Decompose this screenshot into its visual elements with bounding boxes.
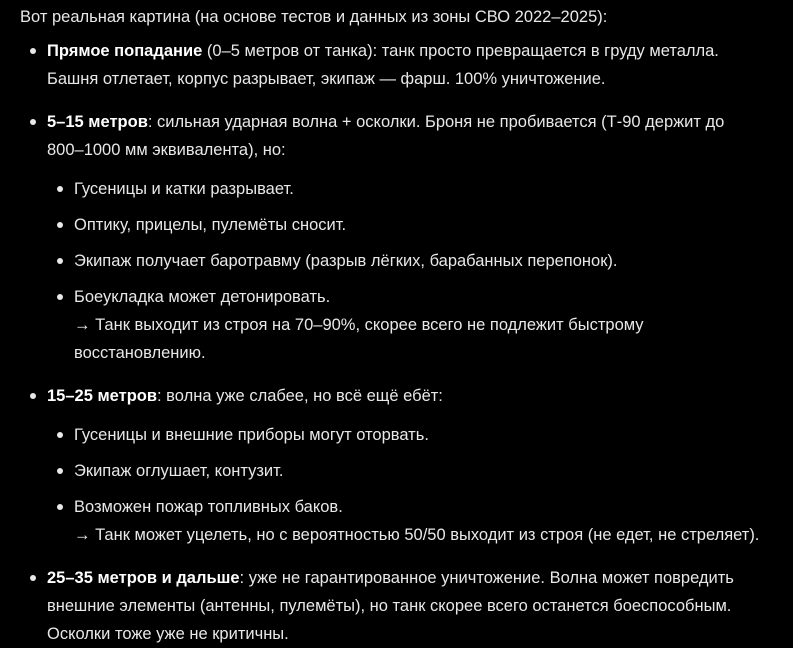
list-item-5-15m bbox=[20, 108, 760, 367]
sub-list bbox=[47, 175, 760, 367]
sub-list-item bbox=[47, 493, 760, 549]
sub-item-text: Гусеницы и внешние приборы могут оторвать. bbox=[74, 426, 429, 444]
sub-list-item bbox=[47, 457, 760, 485]
list-item-15-25m bbox=[20, 382, 760, 549]
sub-item-text: Гусеницы и катки разрывает. bbox=[74, 180, 294, 198]
item-heading: 5–15 метров bbox=[47, 113, 148, 131]
sub-list-item bbox=[47, 283, 760, 367]
item-text: (0–5 метров от танка): танк просто превращается в груду металла. Башня отлетает, корпус разрывает, экипаж — фарш. 100% уничтожение. bbox=[47, 42, 719, 88]
sub-list bbox=[47, 421, 760, 549]
sub-item-text: Боеукладка может детонировать. bbox=[74, 288, 331, 306]
sub-list-item bbox=[47, 247, 760, 275]
conclusion-note: → Танк выходит из строя на 70–90%, скорее всего не подлежит быстрому восстановлению. bbox=[74, 316, 644, 362]
sub-item-text: Возможен пожар топливных баков. bbox=[74, 498, 343, 516]
item-text: : сильная ударная волна + осколки. Броня не пробивается (Т-90 держит до 800–1000 мм эквивалента), но: bbox=[47, 113, 725, 159]
conclusion-note: → Танк может уцелеть, но с вероятностью 50/50 выходит из строя (не едет, не стреляет). bbox=[74, 526, 760, 544]
item-heading: Прямое попадание bbox=[47, 42, 203, 60]
list-item-direct-hit bbox=[20, 37, 760, 93]
item-text: : уже не гарантированное уничтожение. Волна может повредить внешние элементы (антенны, пулемёты), но танк скорее всего останется боеспособным. Осколки тоже уже не критичны. bbox=[47, 569, 734, 643]
sub-item-text: Оптику, прицелы, пулемёты сносит. bbox=[74, 216, 347, 234]
intro-paragraph: Вот реальная картина (на основе тестов и данных из зоны СВО 2022–2025): bbox=[20, 8, 608, 26]
sub-item-text: Экипаж получает баротравму (разрыв лёгких, барабанных перепонок). bbox=[74, 252, 618, 270]
main-list bbox=[20, 37, 760, 648]
sub-item-text: Экипаж оглушает, контузит. bbox=[74, 462, 284, 480]
item-heading: 25–35 метров и дальше bbox=[47, 569, 240, 587]
sub-list-item bbox=[47, 421, 760, 449]
item-heading: 15–25 метров bbox=[47, 387, 158, 405]
sub-list-item bbox=[47, 211, 760, 239]
sub-list-item bbox=[47, 175, 760, 203]
item-text: : волна уже слабее, но всё ещё ебёт: bbox=[157, 387, 443, 405]
list-item-25-35m bbox=[20, 564, 760, 648]
